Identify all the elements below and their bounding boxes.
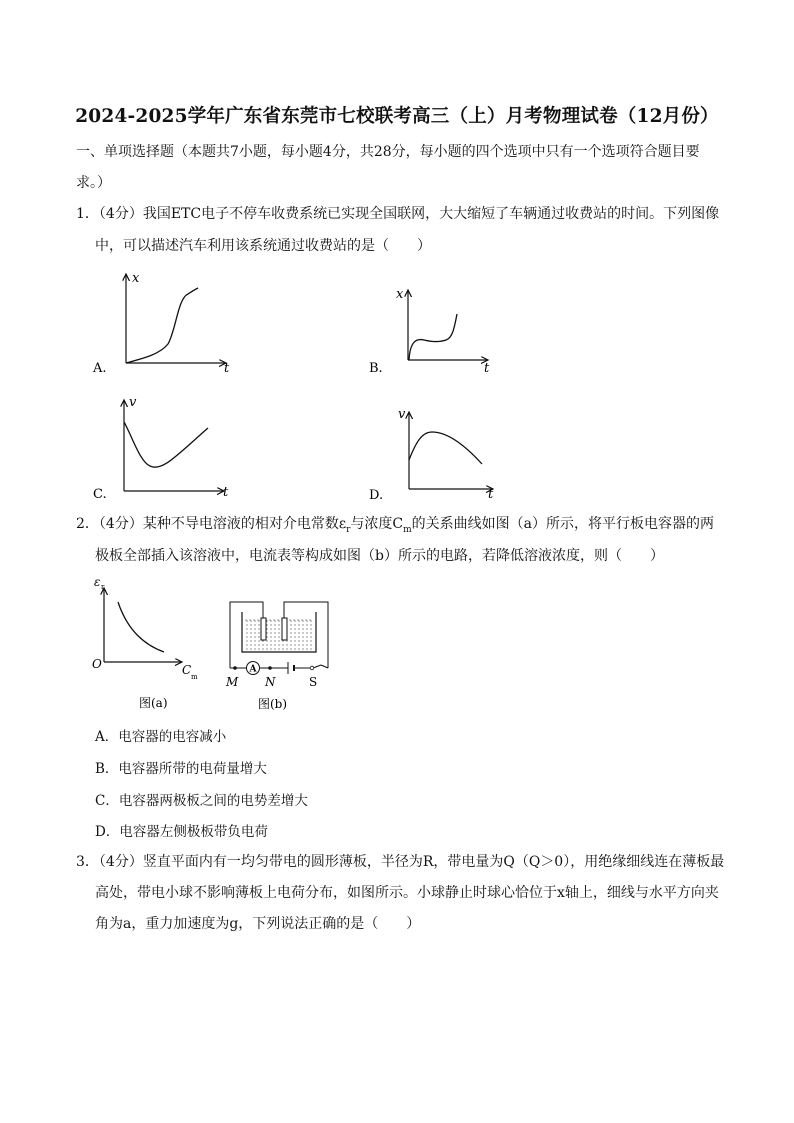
q2-figure-a — [88, 574, 210, 712]
right-plate — [282, 618, 287, 640]
y-label: x — [132, 271, 140, 286]
x-label: t — [488, 487, 494, 502]
caption-b: 图(b) — [258, 697, 288, 711]
section-heading-line2: 求。） — [76, 175, 111, 191]
q1-graph-b — [366, 282, 526, 382]
origin-label: O — [92, 657, 102, 671]
q2-eps-sub: r — [346, 524, 351, 535]
curve — [124, 422, 208, 467]
q2-stem-line1 — [76, 514, 714, 540]
option-letter: C. — [93, 487, 107, 502]
q3-stem-line3: 角为a，重力加速度为g，下列说法正确的是（ ） — [95, 916, 421, 932]
label-s: S — [309, 675, 318, 689]
terminal-n — [268, 666, 272, 670]
curve — [118, 602, 164, 652]
caption-a: 图(a) — [139, 696, 168, 710]
q2-text-b: 与浓度C — [350, 516, 404, 532]
q2-option-b[interactable]: B．电容器所带的电荷量增大 — [95, 761, 267, 777]
cm-label: C — [182, 663, 192, 677]
option-letter: B. — [369, 361, 383, 376]
y-label: x — [396, 287, 404, 302]
label-m: M — [226, 675, 239, 689]
curve — [409, 432, 482, 464]
q2-cm-sub: m — [403, 524, 412, 535]
q2-option-c[interactable]: C．电容器两极板之间的电势差增大 — [95, 793, 308, 809]
switch-blade — [321, 665, 328, 668]
solution-dots — [245, 620, 313, 650]
switch-pivot — [310, 666, 314, 670]
q3-stem-line1: 3．（4分）竖直平面内有一均匀带电的圆形薄板，半径为R，带电量为Q（Q＞0），用绝缘细线连在薄板最 — [76, 854, 725, 870]
x-label: t — [224, 361, 230, 376]
q1-stem-line2: 中，可以描述汽车利用该系统通过收费站的是（ ） — [95, 238, 431, 254]
q3-stem-line2: 高处，带电小球不影响薄板上电荷分布，如图所示。小球静止时球心恰位于x轴上，细线与水平方向夹 — [95, 885, 719, 901]
option-letter: A. — [93, 361, 107, 376]
q1-graph-c — [90, 392, 250, 502]
ammeter-symbol: A — [249, 664, 257, 675]
q2-option-d[interactable]: D．电容器左侧极板带负电荷 — [95, 824, 268, 840]
label-n: N — [265, 675, 276, 689]
x-label: t — [223, 485, 229, 500]
switch-contact — [313, 665, 321, 668]
q2-option-a[interactable]: A．电容器的电容减小 — [95, 729, 227, 745]
curve — [126, 288, 198, 363]
q2-stem-line2: 极板全部插入该溶液中，电流表等构成如图（b）所示的电路，若降低溶液浓度，则（ ） — [95, 548, 664, 564]
left-plate — [261, 618, 266, 640]
q1-graph-a — [90, 268, 250, 378]
eps-label: ε — [94, 575, 101, 589]
exam-title: 2024-2025学年广东省东莞市七校联考高三（上）月考物理试卷（12月份） — [75, 106, 719, 127]
curve — [409, 314, 457, 360]
y-label: v — [129, 395, 137, 410]
terminal-m — [233, 666, 237, 670]
q2-text-c: 的关系曲线如图（a）所示，将平行板电容器的两 — [411, 516, 715, 532]
cm-sub-label: m — [191, 673, 198, 681]
section-heading-line1: 一、单项选择题（本题共7小题，每小题4分，共28分，每小题的四个选项中只有一个选项符合题目要 — [76, 144, 700, 160]
y-label: v — [398, 407, 406, 422]
q2-text-a: 2．（4分）某种不导电溶液的相对介电常数ε — [76, 516, 347, 532]
option-letter: D. — [369, 488, 384, 502]
q1-stem-line1: 1．（4分）我国ETC电子不停车收费系统已实现全国联网，大大缩短了车辆通过收费站的时间。下列图像 — [76, 206, 720, 222]
x-label: t — [484, 361, 490, 376]
q1-graph-d — [366, 402, 526, 502]
q2-figure-b — [218, 596, 340, 714]
eps-sub-label: r — [101, 583, 105, 591]
